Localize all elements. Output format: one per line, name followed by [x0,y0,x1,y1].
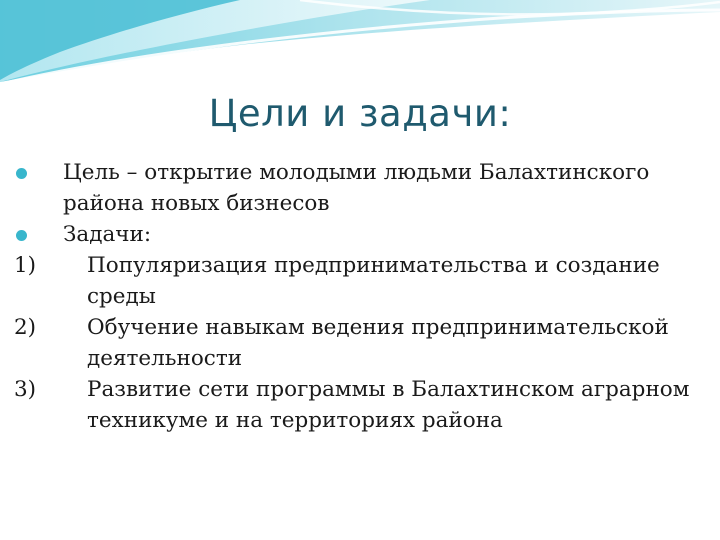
list-item [14,157,704,219]
numbered-item-text: Обучение навыкам ведения предпринимательской деятельности [87,315,669,371]
numbered-item [14,312,704,374]
bullet-dot [16,230,27,241]
list-item [14,219,704,250]
numbered-item [14,374,704,436]
item-number: 1) [14,253,37,278]
numbered-item-text: Популяризация предпринимательства и создание среды [87,253,660,309]
numbered-item [14,250,704,312]
item-number: 2) [14,315,37,340]
bullet-dot [16,168,27,179]
numbered-item-text: Развитие сети программы в Балахтинском аграрном техникуме и на территориях района [87,377,690,433]
item-number: 3) [14,377,37,402]
slide-body [14,157,704,436]
list-item-text: Задачи: [63,222,152,247]
list-item-text: Цель – открытие молодыми людьми Балахтинского района новых бизнесов [63,160,650,216]
slide-title: Цели и задачи: [208,92,512,135]
